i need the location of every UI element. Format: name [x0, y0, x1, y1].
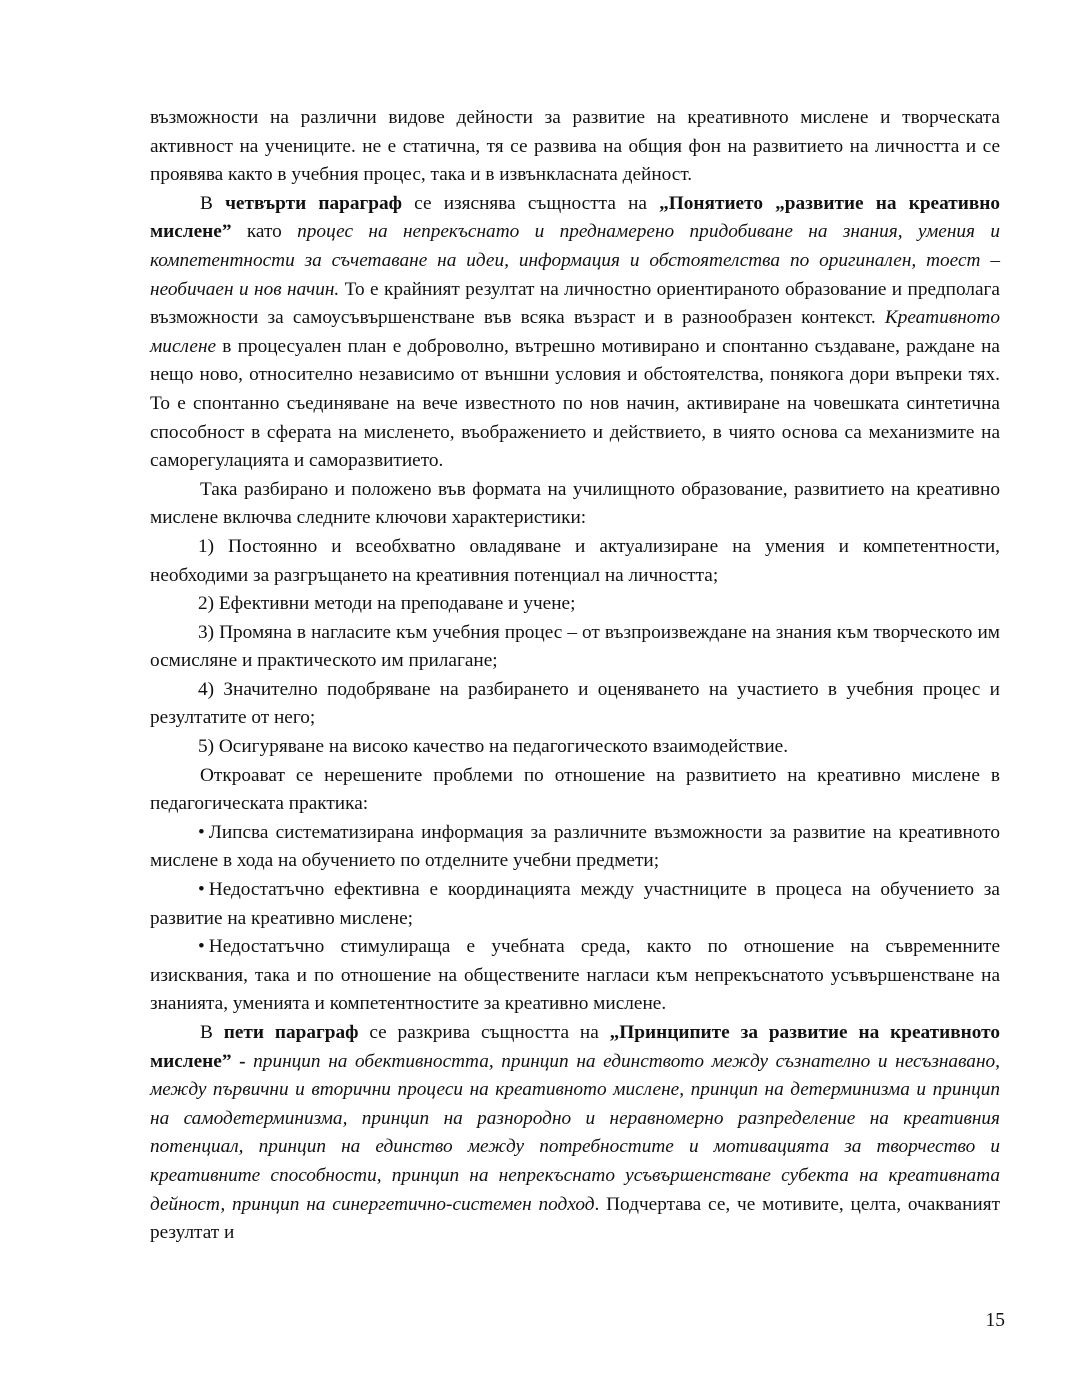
- list-item: 1) Постоянно и всеобхватно овладяване и актуализиране на умения и компетентности, необходими за разгръщането на креативния потенциал на личността;: [150, 535, 1000, 586]
- list-item: 3) Промяна в нагласите към учебния процес – от възпроизвеждане на знания към творческото им осмисляне и практическото им прилагане;: [150, 621, 1000, 672]
- text-run: се разкрива същността на: [358, 1022, 610, 1043]
- bullet-icon: •: [198, 821, 205, 843]
- paragraph-intro: възможности на различни видове дейности за развитие на креативното мислене и творческата активност на учениците. не е статична, тя се развива на общия фон на развитието на личността и се проявява както в учебния процес, така и в извънкласната дейност.: [150, 107, 1000, 186]
- bullet-icon: •: [198, 936, 205, 958]
- italic-run: процес на непрекъснато и преднамерено придобиване на знания, умения и компетентности за съчетаване на идеи, информация и обстоятелства по оригинален, тоест – необичаен и нов начин.: [150, 221, 1000, 300]
- bullet-text: Недостатъчно стимулираща е учебната среда, както по отношение на съвременните изисквания, така и по отношение на обществените нагласи към непрекъснатото усъвършенстване на знанията, уменията и компетентностите за креативно мислене.: [150, 936, 1000, 1015]
- document-page: [150, 104, 1000, 1248]
- list-item: 2) Ефективни методи на преподаване и учене;: [198, 593, 576, 615]
- bold-run: четвърти параграф: [225, 192, 402, 214]
- bullet-text: Недостатъчно ефективна е координацията между участниците в процеса на обучението за развитие на креативно мислене;: [150, 879, 1000, 929]
- bold-run: „Понятието „развитие на креативно мислене”: [150, 192, 1000, 243]
- bold-run: пети параграф: [223, 1022, 359, 1043]
- bold-run: „Принципите за развитие на креативното мислене” -: [150, 1022, 1000, 1072]
- paragraph-fifth-section: [150, 1019, 1000, 1248]
- list-item: 5) Осигуряване на високо качество на педагогическото взаимодействие.: [198, 736, 789, 758]
- italic-run: принцип на обективността, принцип на единството между съзнателно и несъзнавано, между първични и вторични процеси на креативното мислене, принцип на детерминизма и принцип на самодетерминизма, принцип на разнородно и неравномерно разпределение на креативния потенциал, принцип на единство между потребностите и мотивацията за творчество и креативните способности, принцип на непрекъснато усъвършенстване субекта на креативната дейност, принцип на синергетично-системен подход: [150, 1050, 1000, 1215]
- paragraph-characteristics-intro: Така разбирано и положено във формата на училищното образование, развитието на креативно мислене включва следните ключови характеристики:: [150, 478, 1000, 529]
- bullet-icon: •: [198, 879, 205, 901]
- page-number: 15: [985, 1310, 1005, 1331]
- bullet-item: [150, 819, 1000, 876]
- paragraph-fourth-section: [150, 190, 1000, 476]
- text-run: [246, 1051, 254, 1072]
- italic-run: Креативното мислене: [150, 307, 1000, 357]
- paragraph-problems-intro: Откроават се нерешените проблеми по отношение на развитието на креативно мислене в педагогическата практика:: [150, 764, 1000, 815]
- text-run: . Подчертава се, че мотивите, целта, очакваният резултат и: [150, 1193, 1000, 1244]
- text-run: в процесуален план е доброволно, вътрешно мотивирано и спонтанно създаване, раждане на нещо ново, относително независимо от външни условия и обстоятелства, понякога дори въпреки тях. То е спонтанно съединяване на вече известното по нов начин, активиране на човешката синтетична способност в сферата на мисленето, въображението и действието, в чиято основа са механизмите на саморегулацията и саморазвитието.: [150, 335, 1000, 472]
- bullet-item: [150, 876, 1000, 933]
- bullet-item: [150, 933, 1000, 1019]
- text-run: като: [231, 221, 298, 243]
- text-run: То е крайният резултат на личностно ориентираното образование и предполага възможности за самоусъвършенстване във всяка възраст и в разнообразен контекст.: [150, 278, 1000, 329]
- bullet-text: Липсва систематизирана информация за различните възможности за развитие на креативното мислене в хода на обучението по отделните учебни предмети;: [150, 821, 1000, 872]
- text-run: се изяснява същността на: [401, 192, 660, 214]
- text-run: В: [200, 192, 226, 214]
- list-item: 4) Значително подобряване на разбирането и оценяването на участието в учебния процес и резултатите от него;: [150, 678, 1000, 729]
- text-run: В: [200, 1022, 224, 1043]
